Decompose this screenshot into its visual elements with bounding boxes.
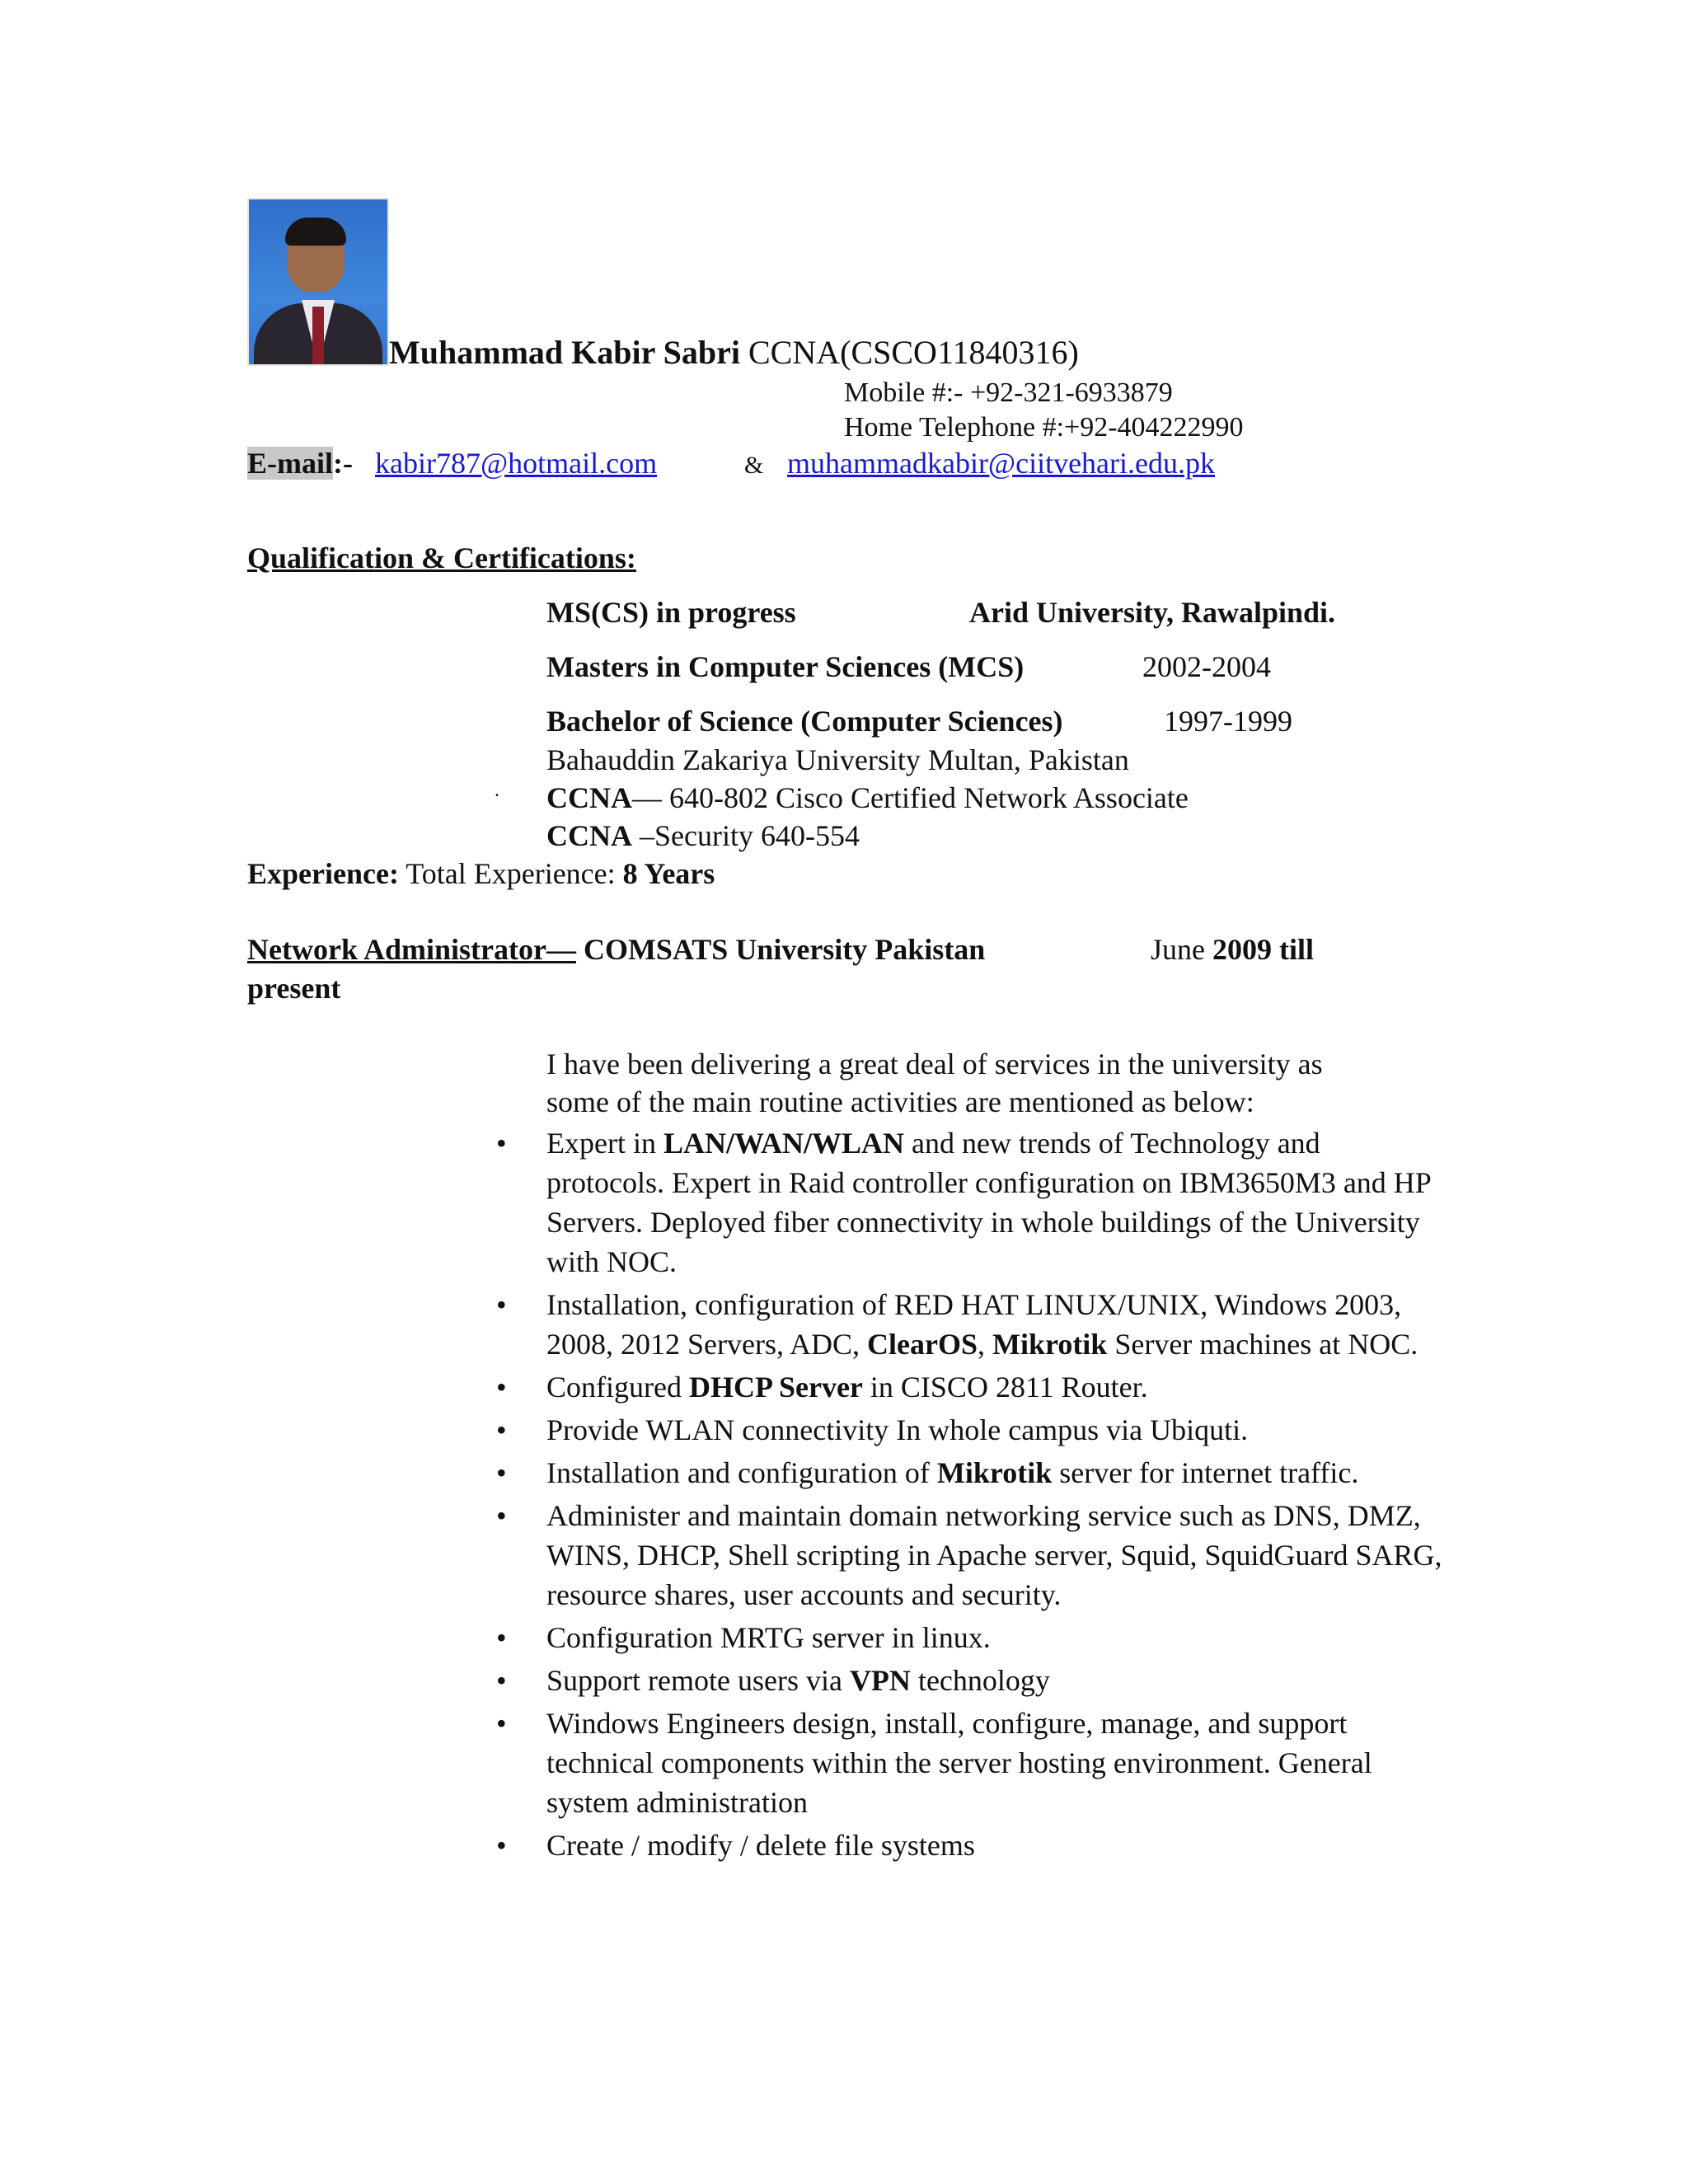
bullet-icon: • xyxy=(496,1499,507,1532)
duty-item xyxy=(495,1367,1442,1407)
duty-bold: Mikrotik xyxy=(992,1328,1108,1361)
email-link-hotmail[interactable]: kabir787@hotmail.com xyxy=(375,447,658,480)
ccna-security-label: CCNA xyxy=(546,819,632,852)
bsc-years: 1997-1999 xyxy=(1164,705,1292,738)
duty-text: in CISCO 2811 Router. xyxy=(862,1371,1148,1404)
qualifications-heading: Qualification & Certifications: xyxy=(247,541,636,574)
job-organization: COMSATS University Pakistan xyxy=(575,933,986,966)
duty-text: Server machines at NOC. xyxy=(1107,1328,1418,1361)
email-link-ciit[interactable]: muhammadkabir@ciitvehari.edu.pk xyxy=(787,447,1215,480)
mcs-years: 2002-2004 xyxy=(1142,650,1271,683)
ms-institution: Arid University, Rawalpindi. xyxy=(969,596,1336,629)
duty-text: Installation, configuration of RED HAT LINUX/UNIX, Windows 2003, 2008, 2012 Servers, ADC, xyxy=(546,1288,1402,1361)
job-title: Network Administrator— xyxy=(247,933,576,966)
duty-item xyxy=(495,1618,1442,1657)
bullet-icon: • xyxy=(496,1413,507,1446)
duty-text: Windows Engineers design, install, configure, manage, and support technical components within the server hosting environment. General system administration xyxy=(546,1707,1372,1819)
bullet-icon: • xyxy=(496,1707,507,1740)
duty-text: and new trends of Technology and protocols. Expert in Raid controller configuration on IBM3650M3 and HP Servers. Deployed fiber connectivity in whole buildings of the University with NOC. xyxy=(546,1127,1431,1278)
candidate-name: Muhammad Kabir Sabri xyxy=(389,334,740,371)
ccna-security-detail: –Security 640-554 xyxy=(632,819,860,852)
ccna-cert-detail: — 640-802 Cisco Certified Network Associate xyxy=(632,781,1189,814)
photo-tie xyxy=(312,307,324,364)
duty-item xyxy=(495,1825,1442,1865)
ccna-cert-label: CCNA xyxy=(546,781,632,814)
email-label: E-mail xyxy=(247,447,333,480)
job-date-prefix: June xyxy=(1151,933,1212,966)
duty-text: Configuration MRTG server in linux. xyxy=(546,1621,991,1654)
ccna-cert xyxy=(546,780,1189,815)
duty-text: Provide WLAN connectivity In whole campus via Ubiquti. xyxy=(546,1413,1249,1446)
ccna-security-cert xyxy=(546,818,860,853)
candidate-credential: CCNA(CSCO11840316) xyxy=(748,334,1079,371)
profile-photo xyxy=(247,198,389,366)
duty-text: Expert in xyxy=(546,1127,663,1160)
ms-title: MS(CS) in progress xyxy=(546,596,796,629)
home-telephone: Home Telephone #:+92-404222990 xyxy=(844,412,1244,443)
duty-bold: DHCP Server xyxy=(688,1371,863,1404)
duty-text: Administer and maintain domain networking service such as DNS, DMZ, WINS, DHCP, Shell scripting in Apache server, Squid, SquidGuard SARG, resource shares, user accounts and security. xyxy=(546,1499,1442,1611)
duty-item xyxy=(495,1661,1442,1700)
duty-item xyxy=(495,1496,1442,1615)
duty-bold: ClearOS xyxy=(867,1328,978,1361)
duty-item xyxy=(495,1285,1442,1364)
duty-text: Installation and configuration of xyxy=(546,1456,937,1489)
duty-item xyxy=(495,1704,1442,1822)
bsc-title: Bachelor of Science (Computer Sciences) xyxy=(546,705,1063,738)
bullet-icon: • xyxy=(496,1664,507,1697)
bullet-icon: • xyxy=(496,1371,507,1404)
candidate-name-line xyxy=(389,333,1079,372)
job-title-line xyxy=(247,932,985,967)
experience-line xyxy=(247,856,715,891)
duty-item xyxy=(495,1410,1442,1450)
email-separator: & xyxy=(744,452,764,479)
duty-item xyxy=(495,1123,1442,1282)
duty-text: server for internet traffic. xyxy=(1052,1456,1359,1489)
mcs-title: Masters in Computer Sciences (MCS) xyxy=(546,650,1025,683)
bullet-icon: • xyxy=(496,1829,507,1862)
email-label-suffix: :- xyxy=(333,447,353,480)
duty-bold: LAN/WAN/WLAN xyxy=(663,1127,904,1160)
job-duties-list xyxy=(495,1123,1442,1868)
bullet-icon: • xyxy=(496,1456,507,1489)
job-intro-line-1: I have been delivering a great deal of services in the university as xyxy=(546,1047,1323,1080)
photo-hair xyxy=(285,218,346,246)
stray-dot: . xyxy=(495,780,499,801)
experience-label: Experience: xyxy=(247,857,399,890)
total-experience-value: 8 Years xyxy=(622,857,715,890)
total-experience-label: Total Experience: xyxy=(398,857,623,890)
duty-text: Create / modify / delete file systems xyxy=(546,1829,975,1862)
job-intro-line-2: some of the main routine activities are mentioned as below: xyxy=(546,1085,1254,1118)
bullet-icon: • xyxy=(496,1288,507,1321)
job-date-bold: 2009 till xyxy=(1212,933,1314,966)
mobile-number: Mobile #:- +92-321-6933879 xyxy=(844,377,1173,408)
bsc-institution: Bahauddin Zakariya University Multan, Pakistan xyxy=(546,743,1129,776)
duty-text: , xyxy=(977,1328,992,1361)
job-dates xyxy=(1151,932,1314,967)
duty-text: Configured xyxy=(546,1371,689,1404)
bullet-icon: • xyxy=(496,1621,507,1654)
duty-item xyxy=(495,1453,1442,1493)
duty-bold: VPN xyxy=(849,1664,911,1697)
job-date-end: present xyxy=(247,972,341,1005)
duty-bold: Mikrotik xyxy=(936,1456,1053,1489)
bullet-icon: • xyxy=(496,1127,507,1160)
duty-text: technology xyxy=(910,1664,1050,1697)
email-line xyxy=(247,446,353,480)
duty-text: Support remote users via xyxy=(546,1664,850,1697)
